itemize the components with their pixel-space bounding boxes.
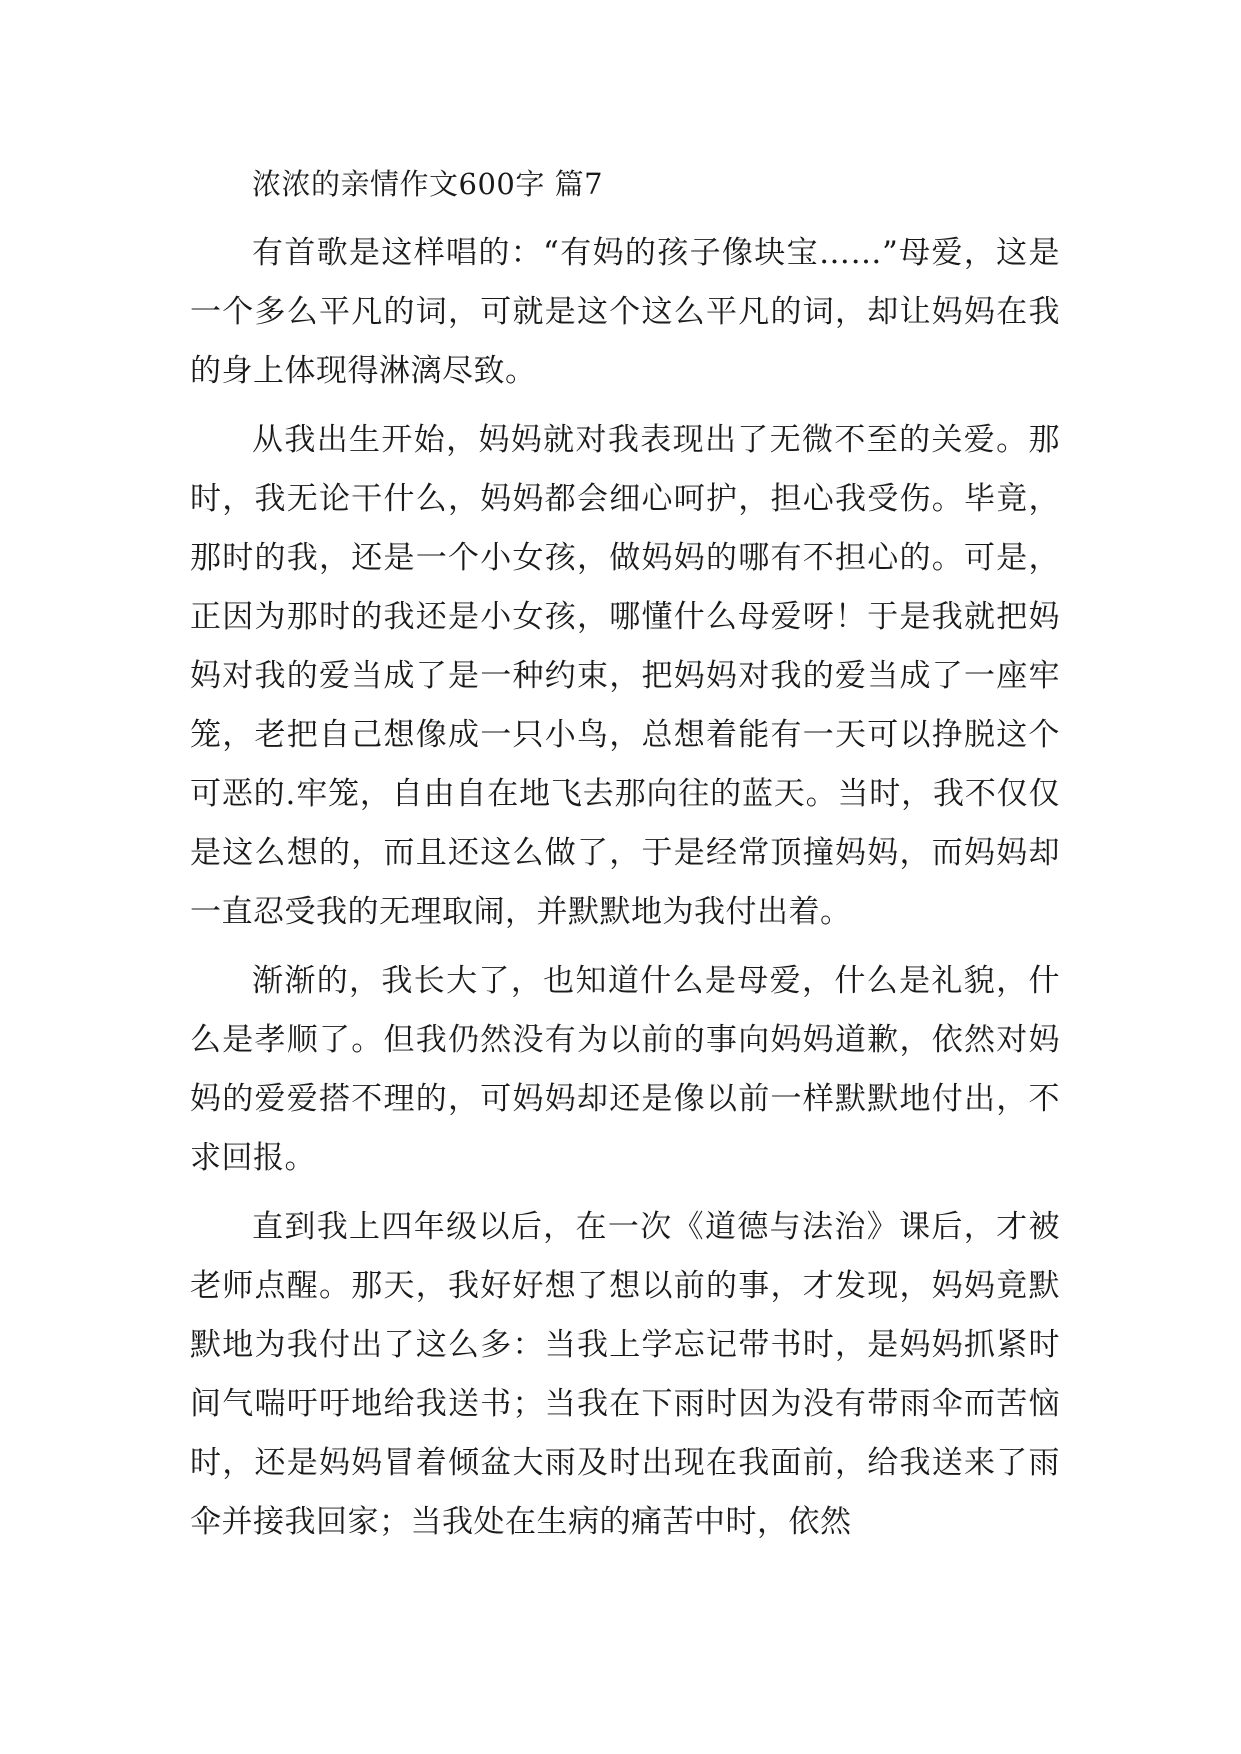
essay-body xyxy=(190,154,1060,1552)
paragraph-1: 有首歌是这样唱的：“有妈的孩子像块宝……”母爱，这是一个多么平凡的词，可就是这个这么平凡的词，却让妈妈在我的身上体现得淋漓尽致。 xyxy=(190,235,1060,389)
essay-title: 浓浓的亲情作文600字 篇7 xyxy=(252,167,604,201)
paragraph-2: 从我出生开始，妈妈就对我表现出了无微不至的关爱。那时，我无论干什么，妈妈都会细心呵护，担心我受伤。毕竟，那时的我，还是一个小女孩，做妈妈的哪有不担心的。可是，正因为那时的我还是小女孩，哪懂什么母爱呀！于是我就把妈妈对我的爱当成了是一种约束，把妈妈对我的爱当成了一座牢笼，老把自己想像成一只小鸟，总想着能有一天可以挣脱这个可恶的.牢笼，自由自在地飞去那向往的蓝天。当时，我不仅仅是这么想的，而且还这么做了，于是经常顶撞妈妈，而妈妈却一直忍受我的无理取闹，并默默地为我付出着。 xyxy=(190,422,1060,930)
paragraph-3: 渐渐的，我长大了，也知道什么是母爱，什么是礼貌，什么是孝顺了。但我仍然没有为以前的事向妈妈道歉，依然对妈妈的爱爱搭不理的，可妈妈却还是像以前一样默默地付出，不求回报。 xyxy=(190,963,1060,1176)
paragraph-4: 直到我上四年级以后，在一次《道德与法治》课后，才被老师点醒。那天，我好好想了想以前的事，才发现，妈妈竟默默地为我付出了这么多：当我上学忘记带书时，是妈妈抓紧时间气喘吁吁地给我送书；当我在下雨时因为没有带雨伞而苦恼时，还是妈妈冒着倾盆大雨及时出现在我面前，给我送来了雨伞并接我回家；当我处在生病的痛苦中时，依然 xyxy=(190,1209,1060,1540)
